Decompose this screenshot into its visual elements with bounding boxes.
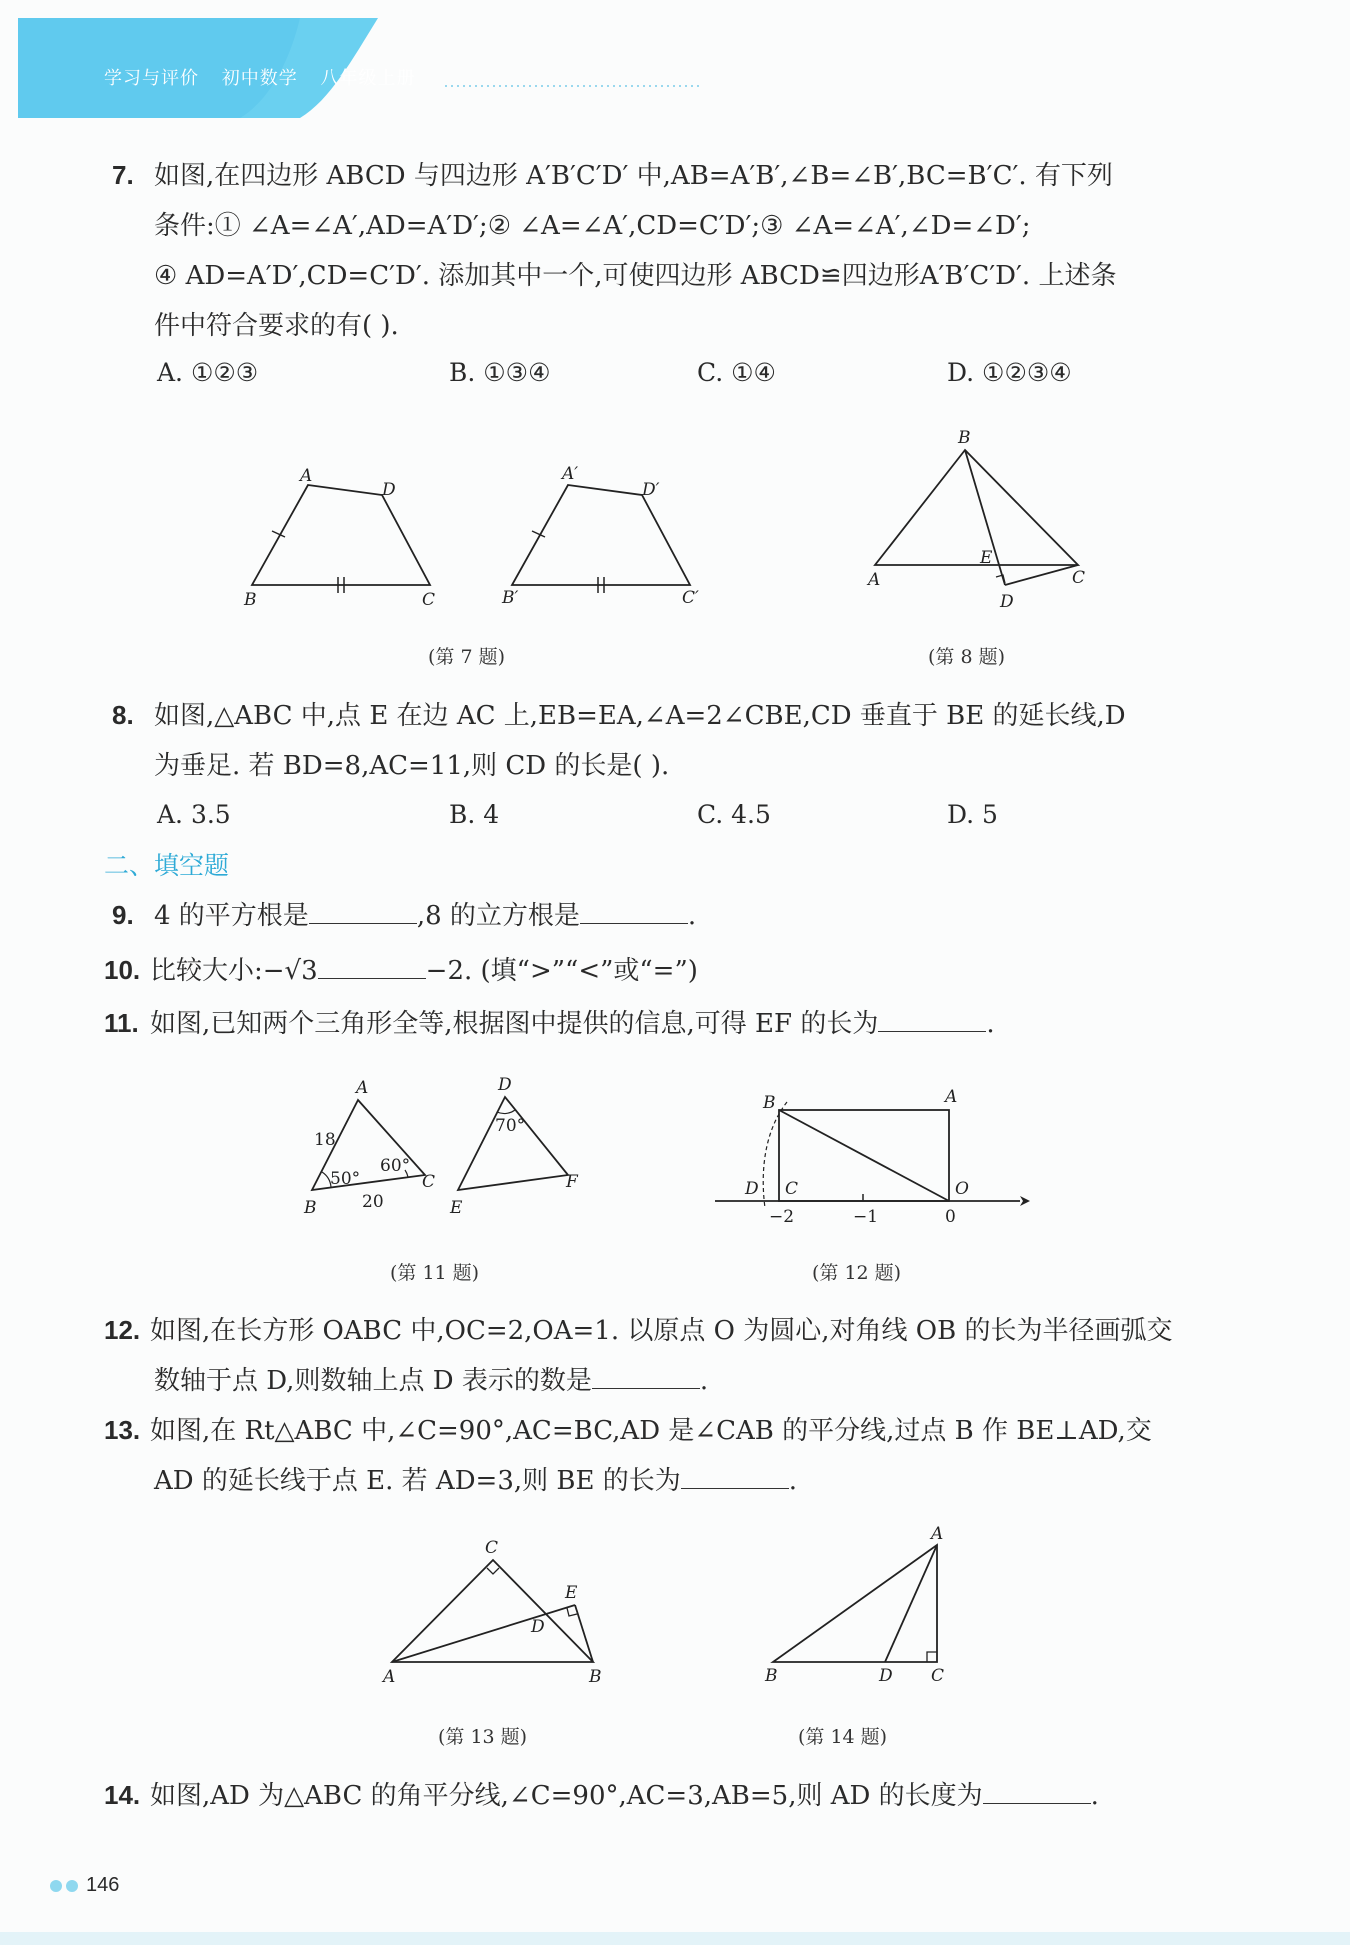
question-text: 4 的平方根是 — [154, 901, 309, 931]
question-number: 12. — [104, 1315, 141, 1345]
figure-13 — [375, 1530, 615, 1690]
label-A: A — [300, 466, 313, 486]
label-B: B — [244, 590, 257, 610]
label-A-prime: A′ — [562, 464, 579, 484]
header-book: 学习与评价 — [104, 68, 199, 89]
label-A: A — [868, 570, 881, 590]
caption-fig11: (第 11 题) — [390, 1262, 480, 1284]
caption-fig12: (第 12 题) — [812, 1262, 902, 1284]
question-text: ,8 的立方根是 — [416, 901, 580, 931]
answer-blank[interactable] — [309, 905, 417, 924]
label-D: D — [745, 1179, 759, 1199]
question-text-line: AD 的延长线于点 E. 若 AD=3,则 BE 的长为 — [154, 1466, 681, 1496]
question-text-line: 如图,在长方形 OABC 中,OC=2,OA=1. 以原点 O 为圆心,对角线 OB 的长为半径画弧交 — [150, 1316, 1173, 1346]
option-c[interactable]: C. ①④ — [697, 358, 776, 387]
page-number: 146 — [86, 1874, 120, 1897]
question-number: 7. — [112, 160, 134, 190]
bottom-bar — [0, 1932, 1350, 1945]
question-number: 14. — [104, 1780, 141, 1810]
label-O: O — [955, 1179, 969, 1199]
caption-fig14: (第 14 题) — [798, 1726, 888, 1748]
question-13 — [104, 1405, 1232, 1506]
decorative-dot-icon — [50, 1880, 62, 1892]
label-C: C — [422, 590, 436, 610]
angle-70: 70° — [495, 1116, 526, 1136]
figure-11 — [300, 1075, 600, 1235]
question-text-line: 如图,△ABC 中,点 E 在边 AC 上,EB=EA,∠A=2∠CBE,CD 垂直于 BE 的延长线,D — [154, 701, 1126, 731]
label-E: E — [565, 1583, 578, 1603]
question-text-line: 如图,在四边形 ABCD 与四边形 A′B′C′D′ 中,AB=A′B′,∠B=∠B′,BC=B′C′. 有下列 — [154, 161, 1113, 191]
answer-blank[interactable] — [318, 960, 426, 979]
label-B: B — [958, 428, 971, 448]
question-number: 13. — [104, 1415, 141, 1445]
section-title: 二、填空题 — [104, 851, 230, 880]
label-D: D — [1000, 592, 1014, 612]
label-E: E — [980, 548, 993, 568]
caption-fig13: (第 13 题) — [438, 1726, 528, 1748]
label-B: B — [765, 1666, 778, 1685]
decorative-dot-icon — [66, 1880, 78, 1892]
question-10 — [104, 945, 1232, 996]
option-b[interactable]: B. 4 — [449, 800, 500, 829]
answer-blank[interactable] — [681, 1470, 789, 1489]
question-8 — [112, 690, 1232, 791]
side-18: 18 — [314, 1130, 336, 1150]
question-12 — [104, 1305, 1232, 1406]
tick-neg1: −1 — [853, 1207, 879, 1227]
question-text: . — [986, 1009, 995, 1039]
label-F: F — [566, 1172, 578, 1192]
option-d[interactable]: D. ①②③④ — [947, 358, 1072, 387]
label-C: C — [931, 1666, 945, 1685]
answer-blank[interactable] — [592, 1370, 700, 1389]
label-C: C — [785, 1179, 799, 1199]
question-text-line: ④ AD=A′D′,CD=C′D′. 添加其中一个,可使四边形 ABCD≌四边形A′B′C′D′. 上述条 — [154, 261, 1117, 291]
tick-0: 0 — [945, 1207, 956, 1227]
header-subject: 初中数学 — [221, 68, 298, 89]
caption-fig8: (第 8 题) — [928, 646, 1005, 668]
question-text-line: 数轴于点 D,则数轴上点 D 表示的数是 — [154, 1366, 592, 1396]
header-grade: 八年级上册 — [320, 68, 416, 89]
label-C: C — [485, 1538, 499, 1558]
label-C-prime: C′ — [682, 588, 699, 608]
figure-14 — [755, 1525, 955, 1685]
label-D: D — [531, 1617, 545, 1637]
label-D: D — [382, 480, 396, 500]
page-header — [0, 0, 1350, 130]
figure-7 — [230, 455, 710, 615]
question-number: 9. — [112, 900, 134, 930]
figure-12 — [705, 1080, 1035, 1230]
question-9 — [112, 890, 1232, 941]
option-d[interactable]: D. 5 — [947, 800, 998, 829]
header-title — [104, 64, 431, 90]
question-text: 比较大小:−√3 — [150, 956, 318, 986]
question-text: . — [1090, 1781, 1099, 1811]
label-D: D — [879, 1666, 893, 1685]
question-text-line: 条件:① ∠A=∠A′,AD=A′D′;② ∠A=∠A′,CD=C′D′;③ ∠A=∠A′,∠D=∠D′; — [154, 211, 1031, 241]
label-B-prime: B′ — [502, 588, 519, 608]
angle-60: 60° — [380, 1156, 411, 1176]
question-text: . — [687, 901, 697, 931]
question-number: 10. — [104, 955, 141, 985]
question-text: . — [699, 1366, 709, 1396]
caption-fig7: (第 7 题) — [428, 646, 505, 668]
side-20: 20 — [362, 1192, 384, 1212]
tick-neg2: −2 — [769, 1207, 795, 1227]
question-number: 11. — [104, 1008, 139, 1038]
question-7 — [112, 150, 1232, 351]
option-a[interactable]: A. ①②③ — [157, 358, 259, 387]
label-A: A — [356, 1078, 369, 1098]
question-text: 如图,AD 为△ABC 的角平分线,∠C=90°,AC=3,AB=5,则 AD 的长度为 — [150, 1781, 983, 1811]
option-b[interactable]: B. ①③④ — [449, 358, 551, 387]
label-E: E — [450, 1198, 463, 1218]
question-11 — [104, 998, 1232, 1049]
label-C: C — [1072, 568, 1086, 588]
answer-blank[interactable] — [983, 1785, 1091, 1804]
answer-blank[interactable] — [580, 905, 688, 924]
answer-blank[interactable] — [878, 1013, 986, 1032]
label-A: A — [383, 1667, 396, 1687]
question-number: 8. — [112, 700, 134, 730]
label-A: A — [931, 1525, 944, 1544]
label-D-prime: D′ — [642, 480, 660, 500]
question-14 — [104, 1770, 1232, 1821]
angle-50: 50° — [330, 1169, 361, 1189]
label-B: B — [763, 1093, 776, 1113]
question-text-line: 件中符合要求的有( ). — [154, 311, 399, 341]
option-c[interactable]: C. 4.5 — [697, 800, 771, 829]
label-B: B — [304, 1198, 317, 1218]
label-C: C — [422, 1172, 436, 1192]
question-text: 如图,已知两个三角形全等,根据图中提供的信息,可得 EF 的长为 — [150, 1009, 879, 1039]
question-text-line: 如图,在 Rt△ABC 中,∠C=90°,AC=BC,AD 是∠CAB 的平分线,过点 B 作 BE⊥AD,交 — [150, 1416, 1152, 1446]
label-A: A — [945, 1087, 958, 1107]
figure-8 — [860, 425, 1090, 615]
option-a[interactable]: A. 3.5 — [157, 800, 231, 829]
question-text: . — [788, 1466, 798, 1496]
label-B: B — [589, 1667, 602, 1687]
label-D: D — [498, 1075, 512, 1095]
question-text-line: 为垂足. 若 BD=8,AC=11,则 CD 的长是( ). — [154, 751, 670, 781]
page-footer — [50, 1874, 119, 1897]
question-text: −2. (填“>”“<”或“=”) — [425, 956, 698, 986]
